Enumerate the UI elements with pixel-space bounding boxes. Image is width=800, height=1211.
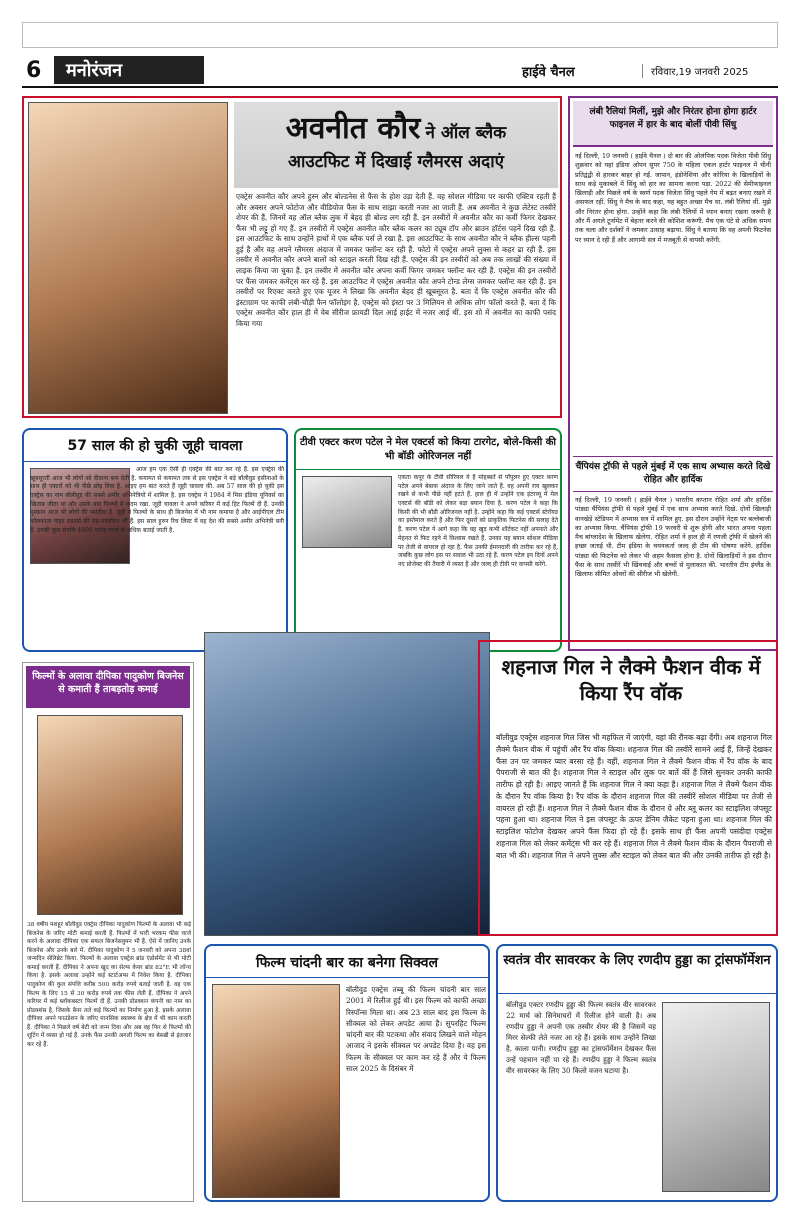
avneet-headline [234,102,558,188]
karan-headline: टीवी एक्टर करण पटेल ने मेल एक्टर्स को किया टारगेट, बोले-किसी की भी बॉडी ओरिजनल नहीं [296,430,560,470]
chandni-photo [212,984,340,1198]
avneet-name: अवनीत कौर [285,111,421,146]
section-label: मनोरंजन [54,56,204,84]
avneet-photo [28,102,228,414]
shehnaaz-body: बॉलीवुड एक्ट्रेस शहनाज गिल जिस भी महफिल में जाएंगी, वहां की रौनक बढ़ा देंगी। अब शहनाज गिल लैक्मे फैशन वीक में पहुंचीं और रैंप वॉक किया। शहनाज गिल की तस्वीरें सामने आई हैं, जिन्हें देखकर फैंस उन पर जमकर प्यार बरसा रहे हैं। वहीं, शहनाज गिल ने लैक्मे फैशन वीक में रैंप वॉक के बाद पैपराजी से बात की है। शहनाज गिल ने स्टाइल और लुक पर बातें कीं हैं जिसे सुनकर उनकी काफी तारीफ हो रही है। आइए जानते हैं कि शहनाज गिल ने क्या कहा है। शहनाज गिल ने लैक्मे फैशन वीक के दौरान रैंप वॉक किया है। रैंप वॉक के दौरान शहनाज गिल की तस्वीरें सोशल मीडिया पर तेजी से वायरल हो रही हैं। शहनाज गिल ने लैक्मे फैशन वीक के दौरान ग्रे और ब्लू कलर का स्टाइलिश जंपसूट पहना हुआ था। शहनाज गिल ने इस जंपसूट के ऊपर डेनिम जैकेट पहना हुआ था। शहनाज गिल की स्टाइलिश फोटोज देखकर अपने फैंस फिदा हो रहे हैं। इसके साथ ही फैंस अपनी पसंदीदा एक्ट्रेस शहनाज गिल को लेकर कमेंट्स भी कर रहे हैं। शहनाज गिल ने लैक्मे फैशन वीक के दौरान पैपराजी से बात भी की। शहनाज गिल ने अपने लुक्स और स्टाइल को लेकर बात की और उनकी तारीफ हो रही है। [496,733,772,860]
date-line: रविवार,19 जनवरी 2025 [642,64,748,78]
story-karan [294,428,562,652]
deepika-body: 38 वर्षीय मशहूर बॉलीवुड एक्ट्रेस दीपिका पादुकोण फिल्मों के अलावा भी कई बिजनेस के जरिए मोटी कमाई करती हैं. फिल्मों में भारी भरकम फीस चार्ज करने के अलावा दीपिका एक सफल बिजनेसवुमन भी हैं. ऐसे में जानिए उनके बिजनेस और उनके बारे में. दीपिका पादुकोण ने 5 जनवरी को अपना 38वां जन्मदिन सेलिब्रेट किया. फिल्मों के अलावा एक्ट्रेस ब्रांड एंडोर्समेंट से भी मोटी कमाई करती हैं. दीपिका ने अपना खुद का सेल्फ केयर ब्रांड 82°E भी लॉन्च किया है. इसके अलावा उन्होंने कई स्टार्टअप्स में निवेश किया है. दीपिका पादुकोण की कुल संपत्ति करीब 500 करोड़ रुपये बताई जाती है. वह एक फिल्म के लिए 15 से 30 करोड़ रुपये तक फीस लेती हैं. दीपिका ने अपने करियर में कई ब्लॉकबस्टर फिल्में दी हैं. उनकी प्रोडक्शन कंपनी का नाम का प्रोडक्शंस है, जिसके बैनर तले कई फिल्मों का निर्माण हुआ है. इसके अलावा दीपिका अपने फाउंडेशन के जरिए मानसिक स्वास्थ्य के क्षेत्र में भी काम करती हैं. दीपिका ने पिछले वर्ष बेटी को जन्म दिया और अब वह फिर से फिल्मों की शूटिंग में व्यस्त हो गई हैं. उनके फैंस उनकी अगली फिल्म का बेसब्री से इंतजार कर रहे हैं. [27,922,191,1048]
story-deepika [22,662,194,1202]
chandni-headline: फिल्म चांदनी बार का बनेगा सिक्वल [206,946,488,978]
story-chandni [204,944,490,1202]
deepika-photo [37,715,183,915]
sindhu-body: नई दिल्ली, 19 जनवरी ( हाईवे चैनल ) दो बार की ओलंपिक पदक विजेता पीवी सिंधु शुक्रवार को यहां इंडिया ओपन सुपर 750 के महिला एकल हार्टर फाइनल में चीनी प्रतिद्वंद्वी से हारकर बाहर हो गईं. जापान, इंडोनेशिया और कोरिया के खिलाड़ियों के साथ कड़े मुकाबले में सिंधु को हार का सामना करना पड़ा. 2022 की सेमीफाइनल खिलाड़ी और पिछले वर्ष के स्वर्ण पदक विजेता सिंधु पहले गेम में बढ़त बनाए रखने में असफल रहीं. सिंधु ने मैच के बाद कहा, यह बहुत अच्छा मैच था. लंबी रैलियां थीं. मुझे और निरंतर होना होगा. उन्होंने कहा कि लंबी रैलियों में ध्यान बनाए रखना जरूरी है और मैं अगले टूर्नामेंट में बेहतर करने की कोशिश करूंगी. मैच एक घंटे से अधिक समय तक चला और दर्शकों ने जमकर उत्साह बढ़ाया. सिंधु ने बताया कि वह अपनी फिटनेस पर ध्यान दे रही हैं और आगामी सत्र में मजबूती से वापसी करेंगी. [575,152,771,244]
karan-body: एकता कपूर के टीवी सीरियल ये है मोहब्बतें से पॉपुलर हुए एक्टर करण पटेल अपने बेबाक अंदाज के लिए जाने जाते हैं. वह अपनी राय खुलकर रखने से कभी पीछे नहीं हटते हैं. हाल ही में उन्होंने एक इंटरव्यू में मेल एक्टर्स की बॉडी को लेकर बड़ा बयान दिया है. करण पटेल ने कहा कि किसी की भी बॉडी ओरिजनल नहीं है. उन्होंने कहा कि कई एक्टर्स स्टेरॉयड का इस्तेमाल करते हैं और फिर दूसरों को प्राकृतिक फिटनेस की सलाह देते हैं. करण पटेल ने आगे कहा कि वह खुद कभी शॉर्टकट नहीं अपनाते और मेहनत से फिट रहने में विश्वास रखते हैं. उनका यह बयान सोशल मीडिया पर तेजी से वायरल हो रहा है. फैंस उनकी ईमानदारी की तारीफ कर रहे हैं, जबकि कुछ लोग इस पर सवाल भी उठा रहे हैं. करण पटेल इन दिनों अपने नए प्रोजेक्ट की तैयारी में व्यस्त हैं और जल्द ही टीवी पर वापसी करेंगे. [398,474,558,568]
avneet-subtitle: आउटफिट में दिखाई ग्लैमरस अदाएं [288,152,504,172]
sindhu-headline: लंबी रैलियां मिलीं, मुझे और निरंतर होना होगा हार्टर फाइनल में हार के बाद बोलीं पीवी सिंधु [573,101,773,147]
savarkar-photo [662,1002,770,1192]
juhi-headline: 57 साल की हो चुकी जूही चावला [24,430,286,462]
juhi-body: आज हम एक ऐसी ही एक्ट्रेस की बात कर रहे हैं. इस एक्ट्रेस की खूबसूरती आज भी लोगों को दीवाना बना देती है. कयामत से कयामत तक से इस एक्ट्रेस ने बड़े बॉलीवुड हसीनाओं के साथ ही एक्टरों को भी पीछे छोड़ दिया है. आइए हम बात करते हैं जूही चावला की. अब 57 साल की हो चुकी इस एक्ट्रेस का नाम बॉलीवुड की सबसे अमीर अभिनेत्रियों में शामिल है. इस एक्ट्रेस ने 1984 में मिस इंडिया यूनिवर्स का खिताब जीता था और उसके बाद फिल्मों में कदम रखा. जूही चावला ने अपने करियर में कई हिट फिल्में दी हैं. उनकी मुस्कान आज भी लोगों की पसंदीदा है. जूही ने फिल्मों के साथ ही बिजनेस में भी नाम कमाया है और आईपीएल टीम कोलकाता नाइट राइडर्स की सह-मालकिन भी हैं. इस साल हुरुन रिच लिस्ट में वह देश की सबसे अमीर अभिनेत्री बनी हैं. उनकी कुल संपत्ति 4600 करोड़ रुपये से अधिक बताई जाती है. [30,466,284,534]
champions-body: नई दिल्ली, 19 जनवरी ( हाईवे चैनल ) भारतीय कप्तान रोहित शर्मा और हार्दिक पांड्या चैंपियंस ट्रॉफी से पहले मुंबई में एक साथ अभ्यास करते दिखे. दोनों खिलाड़ी वानखेड़े स्टेडियम में अभ्यास सत्र में शामिल हुए. इस दौरान उन्होंने नेट्स पर बल्लेबाजी का अभ्यास किया. चैंपियंस ट्रॉफी 19 फरवरी से शुरू होगी और भारत अपना पहला मैच बांग्लादेश के खिलाफ खेलेगा. रोहित शर्मा ने हाल ही में रणजी ट्रॉफी में खेलने की इच्छा जताई थी. टीम इंडिया के चयनकर्ता जल्द ही टीम की घोषणा करेंगे. हार्दिक पांड्या की फिटनेस को लेकर भी अहम फैसला होना है. दोनों खिलाड़ियों ने इस दौरान फैंस के साथ तस्वीरें भी खिंचवाईं और बच्चों से मुलाकात की. भारतीय टीम इंग्लैंड के खिलाफ सीमित ओवरों की सीरीज भी खेलेगी. [575,496,771,579]
champions-headline: चैंपियंस ट्रॉफी से पहले मुंबई में एक साथ अभ्यास करते दिखे रोहित और हार्दिक [573,456,773,492]
brand-logo: हाईवे चैनल [522,65,575,80]
avneet-title-rest: ने ऑल ब्लैक [425,123,507,143]
story-juhi [22,428,288,652]
karan-photo [302,476,392,548]
avneet-body: एक्ट्रेस अवनीत कौर अपने हुस्न और बोल्डनेस से फैंस के होश उड़ा देती हैं. वह सोशल मीडिया पर काफी एक्टिव रहती हैं और अक्सर अपने फोटोज और वीडियोज फैंस के साथ साझा करती नजर आ जाती हैं. अब अवनीत ने कुछ लेटेस्ट तस्वीरें शेयर की हैं, जिनमें वह ऑल ब्लैक लुक में बेहद ही बोल्ड लग रही हैं. इन तस्वीरों में अवनीत कौर का कर्वी फिगर देखकर फैंस भी लट्टू हो गए हैं. इन तस्वीरों में एक्ट्रेस अवनीत कौर ब्लैक कलर का ट्यूब टॉप और ब्राउन हॉर्टस पहनें दिख रही हैं. इस आउटफिट के साथ उन्होंने हाथों में एक ब्लैक पर्स ले रखा है. इस आउटफिट के साथ अवनीत कौर ने ब्लैक हील्स पहनी हुई है और वह अपने ग्लैमरस अंदाज में जमकर फ्लॉन्ट कर रही हैं. फोटो में एक्ट्रेस अपने लुक्स से कहर ढा रही हैं. इस तस्वीर में अवनीत कौर अपने बालों को स्टाइल करती दिख रही हैं. एक्ट्रेस की इन तस्वीरों को अब तक लाखों की संख्या में लाइक किया जा चुका है. इन तस्वीर में अवनीत कौर अपना कर्वी फिगर जमकर फ्लॉन्ट कर रही हैं. एक्ट्रेस की इन तस्वीरों पर फैंस जमकर कमेंट्स कर रहे हैं. इस आउटफिट में एक्ट्रेस अवनीत कौर अपने टोन्ड लेग्स जमकर फ्लॉन्ट कर रही हैं. इन तस्वीरों पर रिएक्ट करते हुए एक यूजर ने लिखा कि अवनीत बेहद ही खूबसूरत है. बता दें कि एक्ट्रेस अवनीत कौर की इंस्टाग्राम पर काफी लंबी-चौड़ी फैन फॉलोइंग है. एक्ट्रेस को इंस्टा पर 3 मिलियन से अधिक लोग फॉलो करते हैं. बता दें कि एक्ट्रेस अवनीत कौर हाल ही में वेब सीरीज फ्रायडी दिल आई हाईट में नजर आई थीं. इस शो में अवनीत का काफी पसंद किया गया [236,192,556,328]
savarkar-body: बॉलीवुड एक्टर रणदीप हुड्डा की फिल्म स्वतंत्र वीर सावरकर 22 मार्च को सिनेमाघरों में रिलीज होने वाली है। अब रणदीप हुड्डा ने अपनी एक तस्वीर शेयर की है जिसमें वह मिरर सेल्फी लेते नजर आ रहे हैं। इसके साथ उन्होंने लिखा है, काला पानी। रणदीप हुड्डा का ट्रांसफॉर्मेशन देखकर फैंस उन्हें पहचान नहीं पा रहे हैं। रणदीप हुड्डा ने फिल्म स्वतंत्र वीर सावरकर के लिए 30 किलो वजन घटाया है। [506,1000,656,1075]
page-header [22,56,778,88]
story-sports [568,96,778,651]
top-strip [22,22,778,48]
chandni-body: बॉलीवुड एक्ट्रेस तब्बू की फिल्म चांदनी बार साल 2001 में रिलीज हुई थी। इस फिल्म को काफी अच्छा रिस्पॉन्स मिला था। अब 23 साल बाद इस फिल्म के सीक्वल को लेकर अपडेट आया है। सुपरहिट फिल्म चांदनी बार की पटकथा और संवाद लिखने वाले मोहन आजाद ने इसके सीक्वल पर अपडेट दिया है। वह इस फिल्म के सीक्वल पर काम कर रहे हैं और ये फिल्म साल 2025 के दिसंबर में [346,985,486,1074]
page-number: 6 [26,58,42,83]
story-avneet [22,96,562,418]
story-shehnaaz [204,632,778,936]
story-savarkar [496,944,778,1202]
shehnaaz-headline: शहनाज गिल ने लैक्मे फैशन वीक में किया रैंप वॉक [501,655,761,705]
savarkar-headline: स्वतंत्र वीर सावरकर के लिए रणदीप हुड्डा का ट्रांसफॉर्मेशन [498,946,776,994]
shehnaaz-photo [204,632,490,936]
deepika-headline: फिल्मों के अलावा दीपिका पादुकोण बिजनेस से कमाती हैं ताबड़तोड़ कमाई [26,666,190,708]
